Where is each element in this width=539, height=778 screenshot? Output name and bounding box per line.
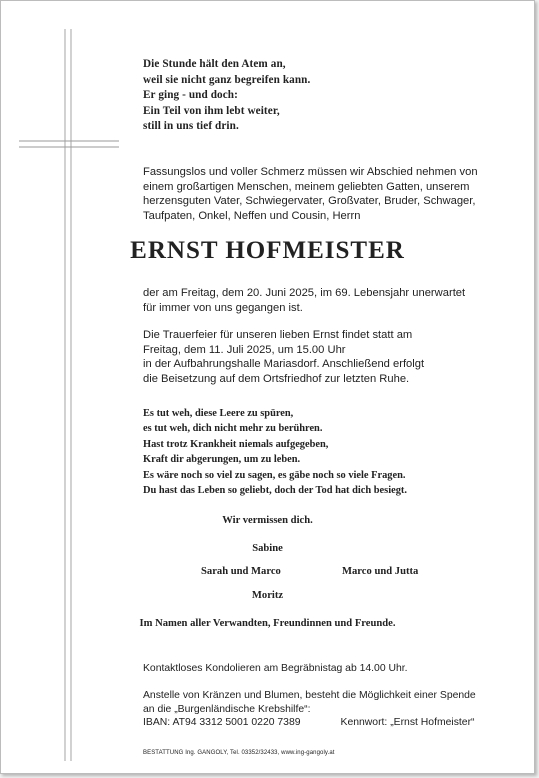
funeral-home-footer: BESTATTUNG Ing. GANGOLY, Tel. 03352/32433, www.ing-gangoly.at <box>143 750 335 756</box>
condolence-note: Kontaktloses Kondolieren am Begräbnistag ab 14.00 Uhr. <box>143 663 408 674</box>
text-line: Anstelle von Kränzen und Blumen, besteht die Möglichkeit einer Spende <box>143 690 476 701</box>
poem-line: es tut weh, dich nicht mehr zu berühren. <box>143 423 323 435</box>
poem-line: Hast trotz Krankheit niemals aufgegeben, <box>143 438 329 450</box>
closing-poem <box>143 406 407 498</box>
deceased-name: ERNST HOFMEISTER <box>130 237 405 264</box>
poem-line: Es tut weh, diese Leere zu spüren, <box>143 408 294 419</box>
poem-line: Kraft dir abgerungen, um zu leben. <box>143 454 301 466</box>
poem-line: Er ging - und doch: <box>143 89 238 102</box>
mourner-relatives: Im Namen aller Verwandten, Freundinnen und Freunde. <box>139 618 396 629</box>
mourner-grandchild: Moritz <box>251 590 284 601</box>
text-line: in der Aufbahrungshalle Mariasdorf. Anschließend erfolgt <box>143 358 425 371</box>
poem-line: Es wäre noch so viel zu sagen, es gäbe noch so viele Fragen. <box>143 469 406 481</box>
donation-details <box>143 716 476 730</box>
death-date-text <box>143 286 483 315</box>
text-line: die Beisetzung auf dem Ortsfriedhof zur letzten Ruhe. <box>143 372 410 385</box>
text-line: Die Trauerfeier für unseren lieben Ernst findet statt am <box>143 329 413 341</box>
poem-line: Die Stunde hält den Atem an, <box>143 58 286 70</box>
funeral-service-text <box>143 328 483 386</box>
mourner-children-right: Marco und Jutta <box>342 566 419 577</box>
mourner-children-left: Sarah und Marco <box>201 566 281 577</box>
poem-line: still in uns tief drin. <box>143 120 239 133</box>
mourner-wife: Sabine <box>252 543 283 554</box>
text-line: an die „Burgenländische Krebshilfe“: <box>143 703 311 715</box>
donation-note <box>143 689 476 730</box>
text-line: der am Freitag, dem 20. Juni 2025, im 69. Lebensjahr unerwartet <box>143 287 466 299</box>
we-miss-you: Wir vermissen dich. <box>222 515 313 526</box>
poem-line: Du hast das Leben so geliebt, doch der Tod hat dich besiegt. <box>143 485 407 497</box>
intro-text: Fassungslos und voller Schmerz müssen wir Abschied nehmen von einem großartigen Menschen, meinem geliebten Gatten, unserem herzensguten Vater, Schwiegervater, Großvater, Bruder, Schwager, Taufpaten, Onkel, Neffen und Cousin, Herrn <box>143 166 478 222</box>
poem-line: Ein Teil von ihm lebt weiter, <box>143 104 280 117</box>
poem-line: weil sie nicht ganz begreifen kann. <box>143 73 311 86</box>
text-line: für immer von uns gegangen ist. <box>143 301 303 314</box>
opening-poem <box>143 57 310 135</box>
iban: IBAN: AT94 3312 5001 0220 7389 <box>143 717 301 729</box>
donation-keyword: Kennwort: „Ernst Hofmeister“ <box>340 717 475 729</box>
text-line: Freitag, dem 11. Juli 2025, um 15.00 Uhr <box>143 343 346 356</box>
